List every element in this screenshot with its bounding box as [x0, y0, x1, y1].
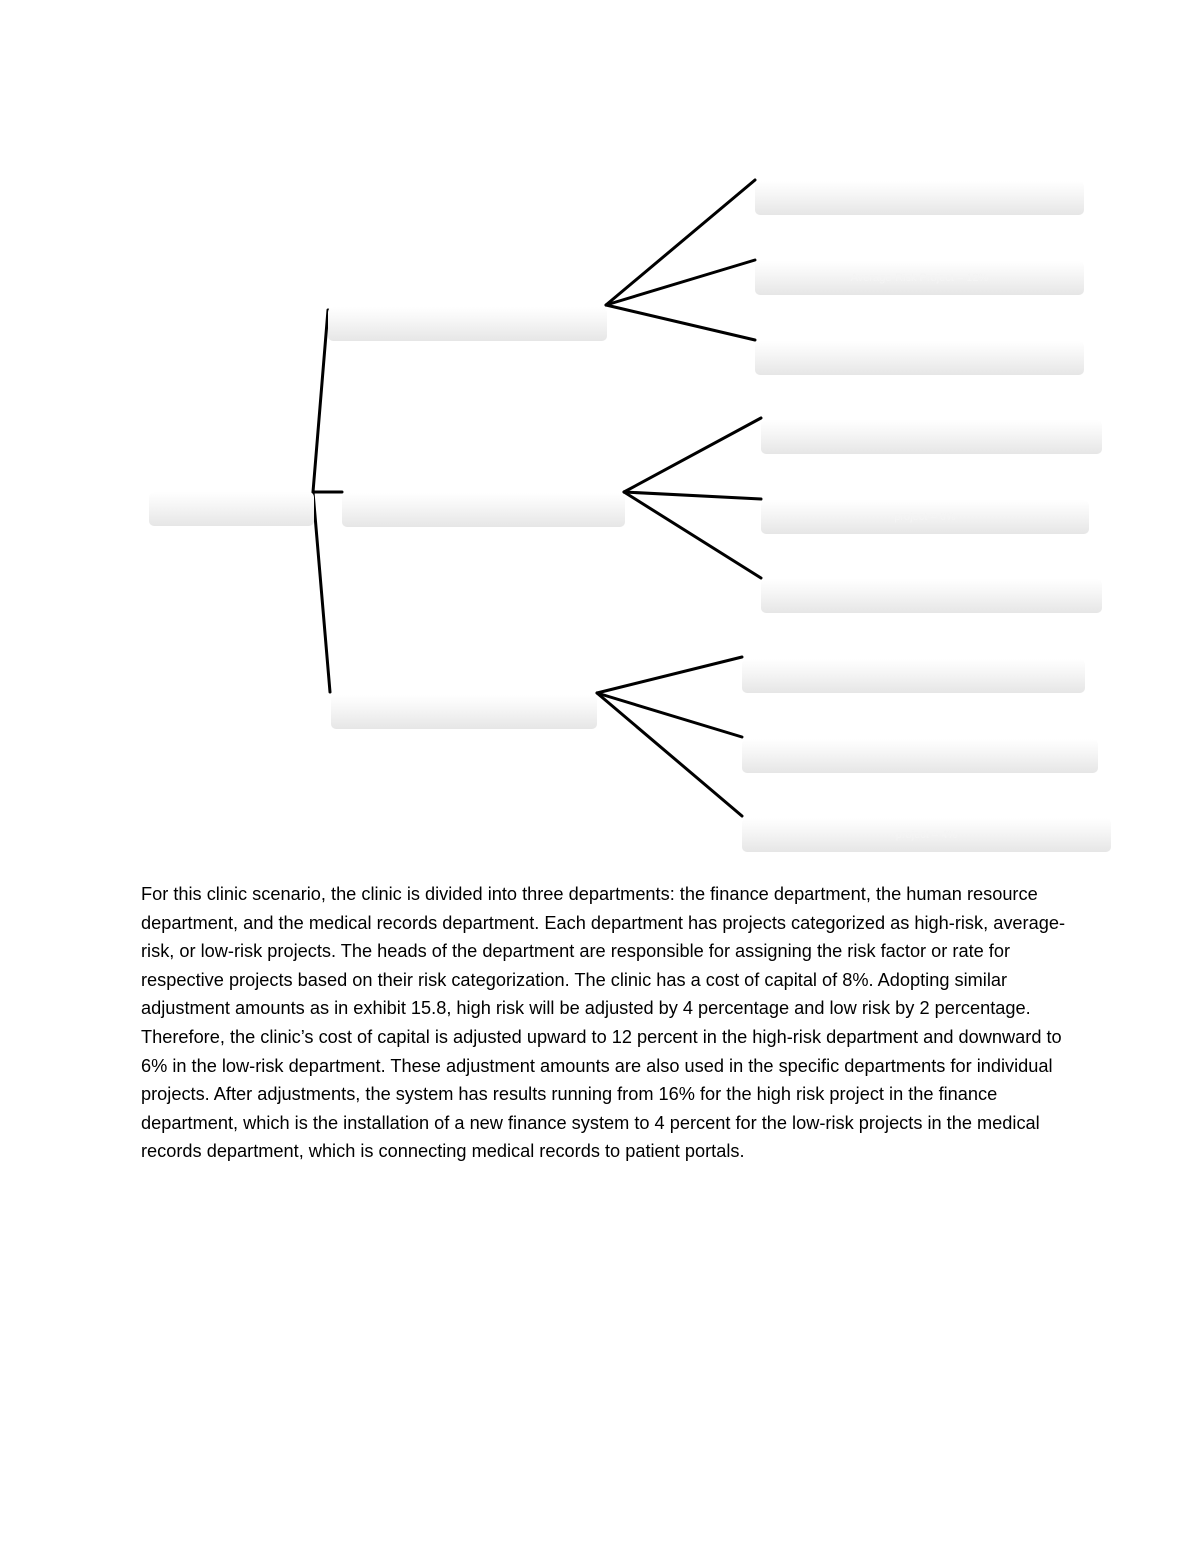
project-node-2-3: [761, 579, 1102, 613]
project-node-3-3: project = 4%: [742, 818, 1111, 852]
department-node-1: [328, 307, 607, 341]
body-paragraph: For this clinic scenario, the clinic is divided into three departments: the finance department, the human resource department, and the medical records department. Each department has projects categorized as high-risk, average-risk, or low-risk projects. The heads of the department are responsible for assigning the risk factor or rate for respective projects based on their risk categorization. The clinic has a cost of capital of 8%. Adopting similar adjustment amounts as in exhibit 15.8, high risk will be adjusted by 4 percentage and low risk by 2 percentage. Therefore, the clinic’s cost of capital is adjusted upward to 12 percent in the high-risk department and downward to 6% in the low-risk department. These adjustment amounts are also used in the specific departments for individual projects. After adjustments, the system has results running from 16% for the high risk project in the finance department, which is the installation of a new finance system to 4 percent for the low-risk projects in the medical records department, which is connecting medical records to patient portals.: [141, 884, 1066, 1162]
department-1-connector: [606, 260, 755, 305]
department-3-connector: [597, 693, 742, 737]
department-3-connector: [597, 657, 742, 693]
project-node-3-2: [742, 739, 1098, 773]
root-node: [149, 492, 314, 526]
project-node-1-2: Average-Risk Project = 12%: [755, 261, 1084, 295]
department-1-connector: [606, 180, 755, 305]
root-spine-connector: [313, 492, 330, 692]
department-2-connector: [624, 492, 761, 499]
project-node-1-1: [755, 181, 1084, 215]
department-3-connector: [597, 693, 742, 816]
project-node-2-1: [761, 420, 1102, 454]
project-node-3-1: [742, 659, 1085, 693]
department-2-connector: [624, 492, 761, 578]
project-node-1-3: [755, 341, 1084, 375]
root-spine-connector: [313, 310, 328, 492]
department-node-2: [342, 493, 625, 527]
department-2-connector: [624, 418, 761, 492]
department-1-connector: [606, 305, 755, 340]
project-node-2-2: project = 6%: [761, 500, 1089, 534]
department-node-3: [331, 695, 597, 729]
